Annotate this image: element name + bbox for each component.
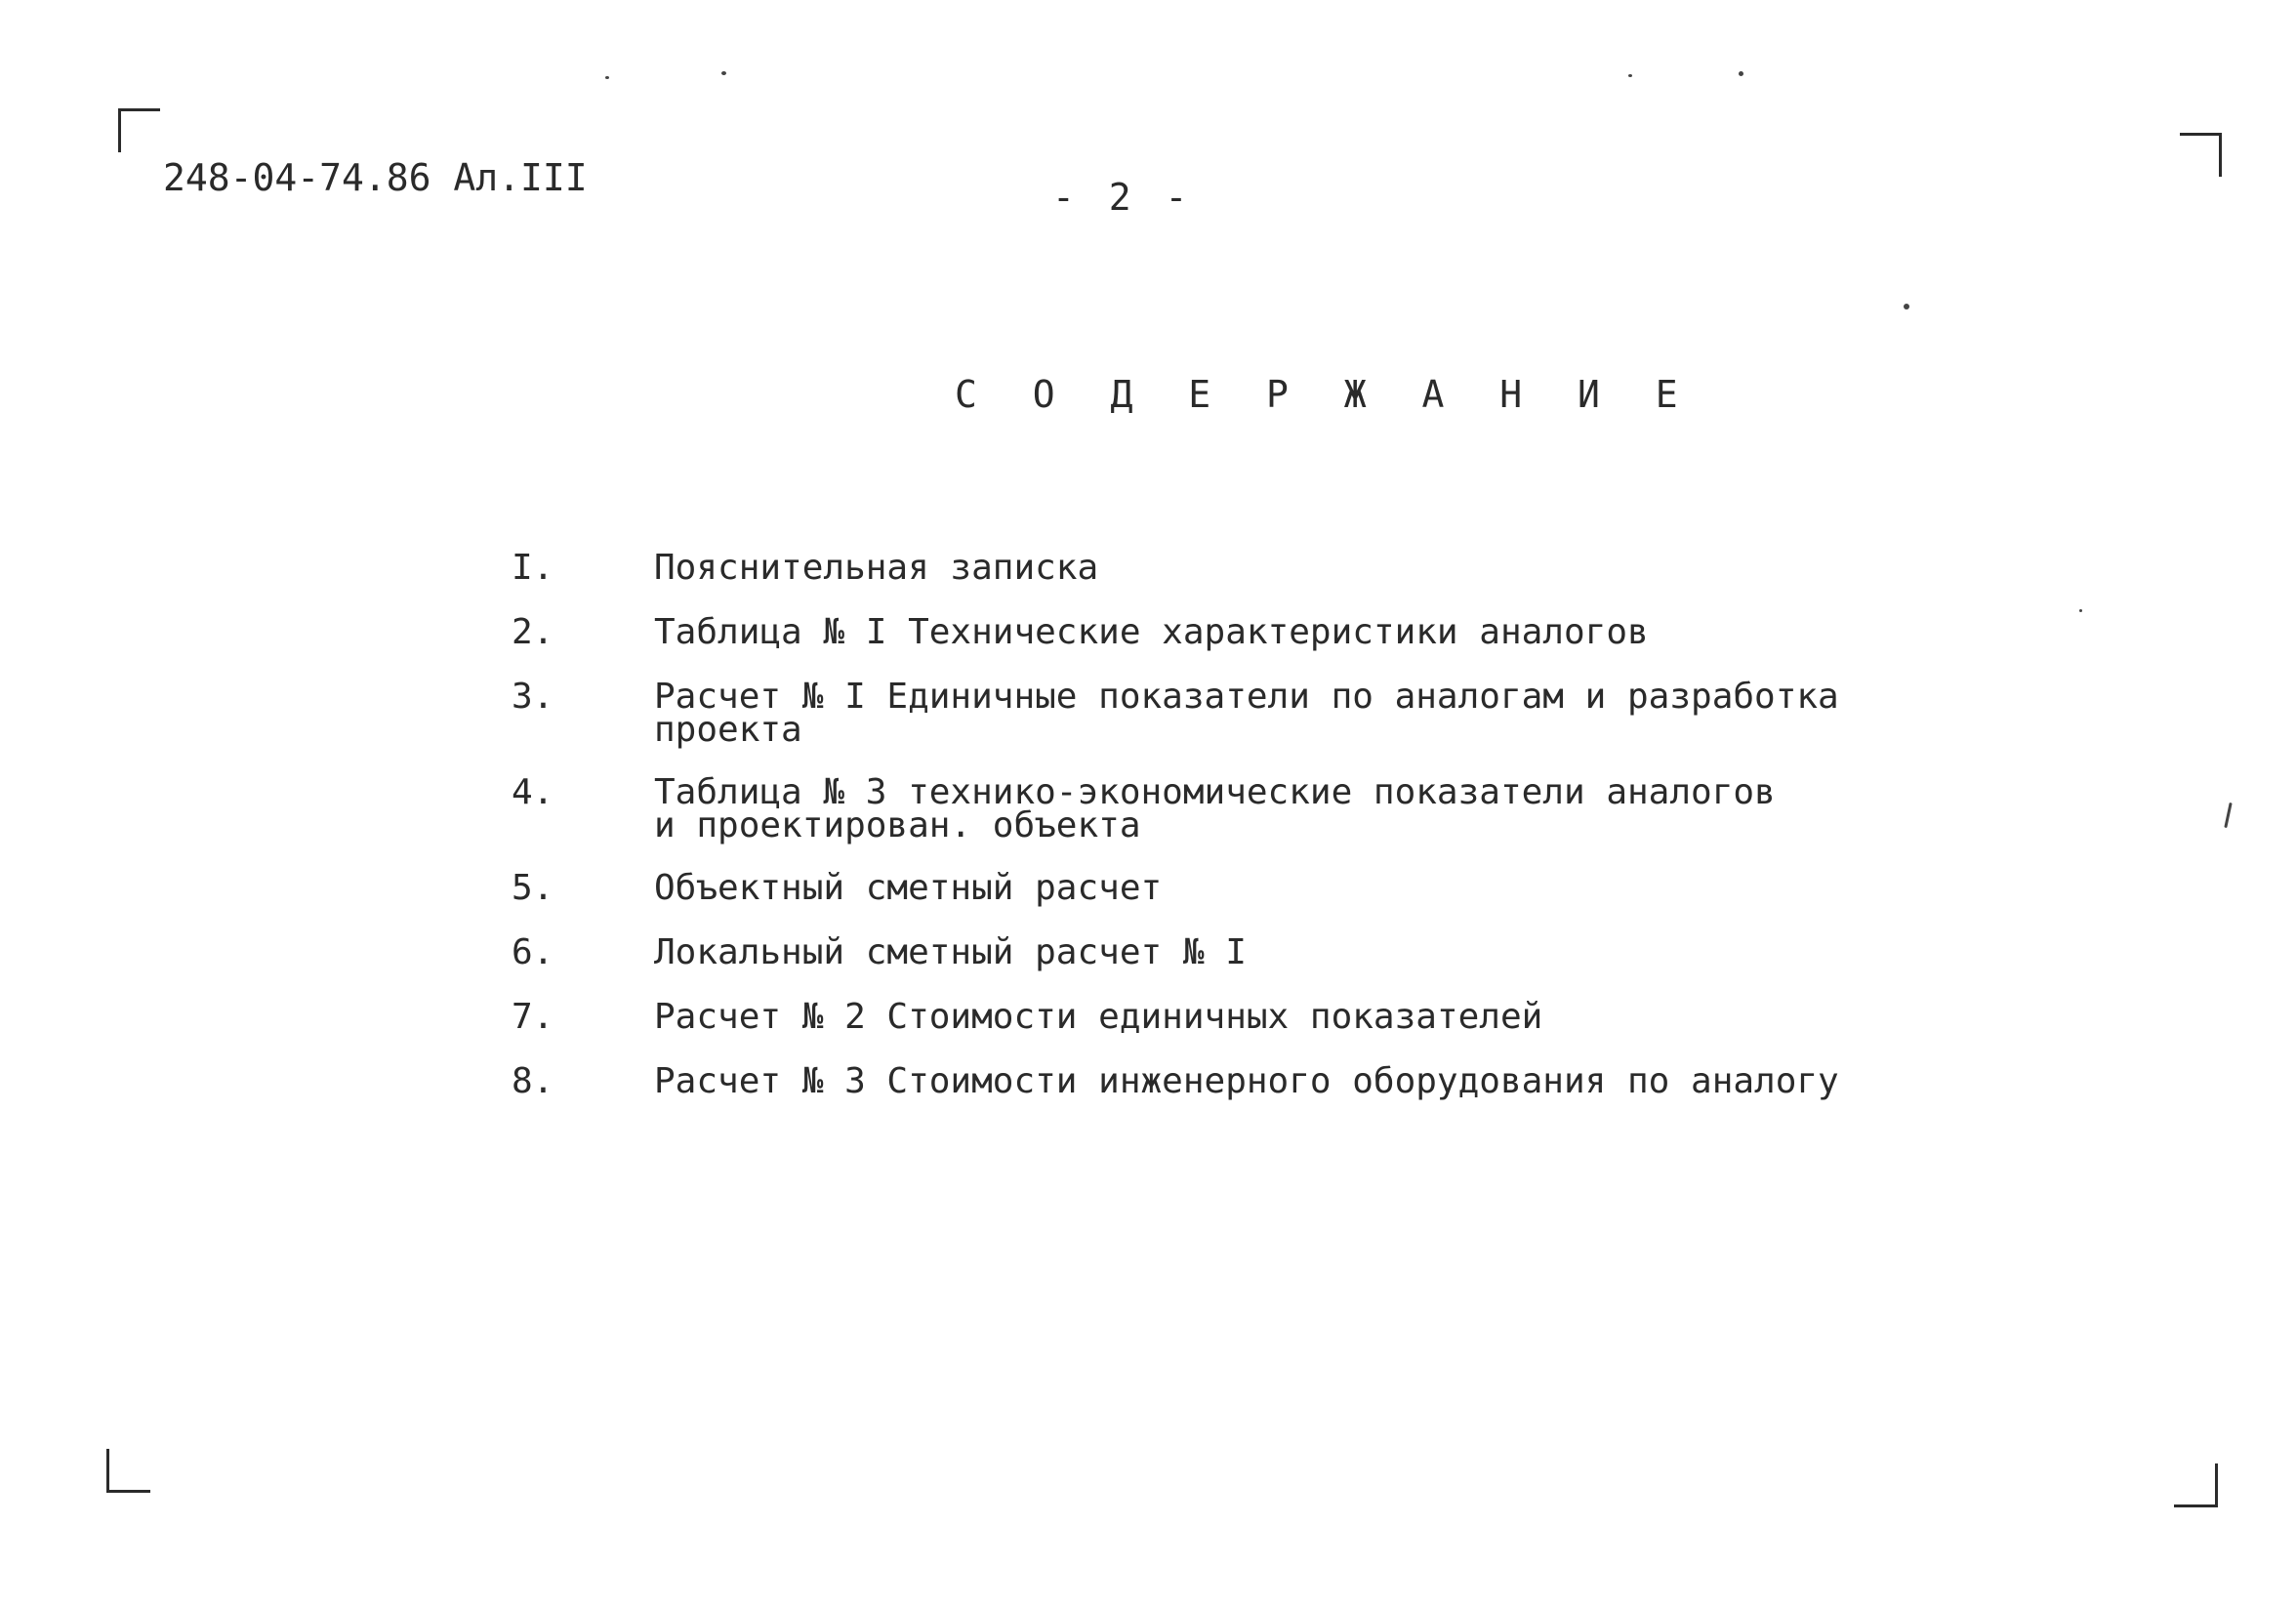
table-of-contents bbox=[512, 548, 1878, 1130]
toc-item-number: 4. bbox=[512, 772, 554, 812]
page-number: - 2 - bbox=[1052, 176, 1194, 219]
crop-mark-bottom-left bbox=[106, 1449, 150, 1493]
toc-item-text: Объектный сметный расчет bbox=[654, 868, 1163, 908]
toc-item-number: I. bbox=[512, 548, 554, 588]
toc-item-text: Расчет № 3 Стоимости инженерного оборудования по аналогу bbox=[654, 1061, 1839, 1101]
toc-item bbox=[512, 1061, 1878, 1101]
toc-item-number: 5. bbox=[512, 868, 554, 908]
toc-item bbox=[512, 932, 1878, 972]
toc-item-text: Локальный сметный расчет № I bbox=[654, 932, 1247, 972]
toc-item bbox=[512, 612, 1878, 652]
toc-item-number: 8. bbox=[512, 1061, 554, 1101]
toc-item bbox=[512, 677, 1878, 750]
scan-speck bbox=[2079, 609, 2082, 612]
toc-item-text: Таблица № 3 технико-экономические показатели аналогов и проектирован. объекта bbox=[654, 772, 1776, 845]
toc-item bbox=[512, 548, 1878, 588]
toc-item bbox=[512, 772, 1878, 845]
toc-item-number: 3. bbox=[512, 677, 554, 717]
toc-item-number: 6. bbox=[512, 932, 554, 972]
toc-item-number: 7. bbox=[512, 997, 554, 1037]
toc-item bbox=[512, 868, 1878, 908]
crop-mark-bottom-right bbox=[2174, 1463, 2218, 1507]
page-title: С О Д Е Р Ж А Н И Е bbox=[955, 373, 1695, 416]
toc-item-text: Таблица № I Технические характеристики аналогов bbox=[654, 612, 1649, 652]
scan-speck bbox=[1739, 71, 1743, 76]
crop-mark-top-right bbox=[2180, 133, 2222, 177]
toc-item-text: Расчет № I Единичные показатели по аналогам и разработка проекта bbox=[654, 677, 1839, 750]
toc-item-text: Расчет № 2 Стоимости единичных показателей bbox=[654, 997, 1543, 1037]
scan-speck bbox=[1904, 304, 1909, 309]
toc-item-text: Пояснительная записка bbox=[654, 548, 1099, 588]
document-code: 248-04-74.86 Ал.III bbox=[163, 156, 588, 199]
crop-mark-top-left bbox=[118, 108, 160, 152]
scan-speck bbox=[721, 71, 726, 75]
scan-speck bbox=[605, 76, 609, 79]
toc-item-number: 2. bbox=[512, 612, 554, 652]
scan-speck bbox=[1628, 74, 1632, 77]
scan-speck bbox=[2224, 803, 2232, 828]
toc-item bbox=[512, 997, 1878, 1037]
